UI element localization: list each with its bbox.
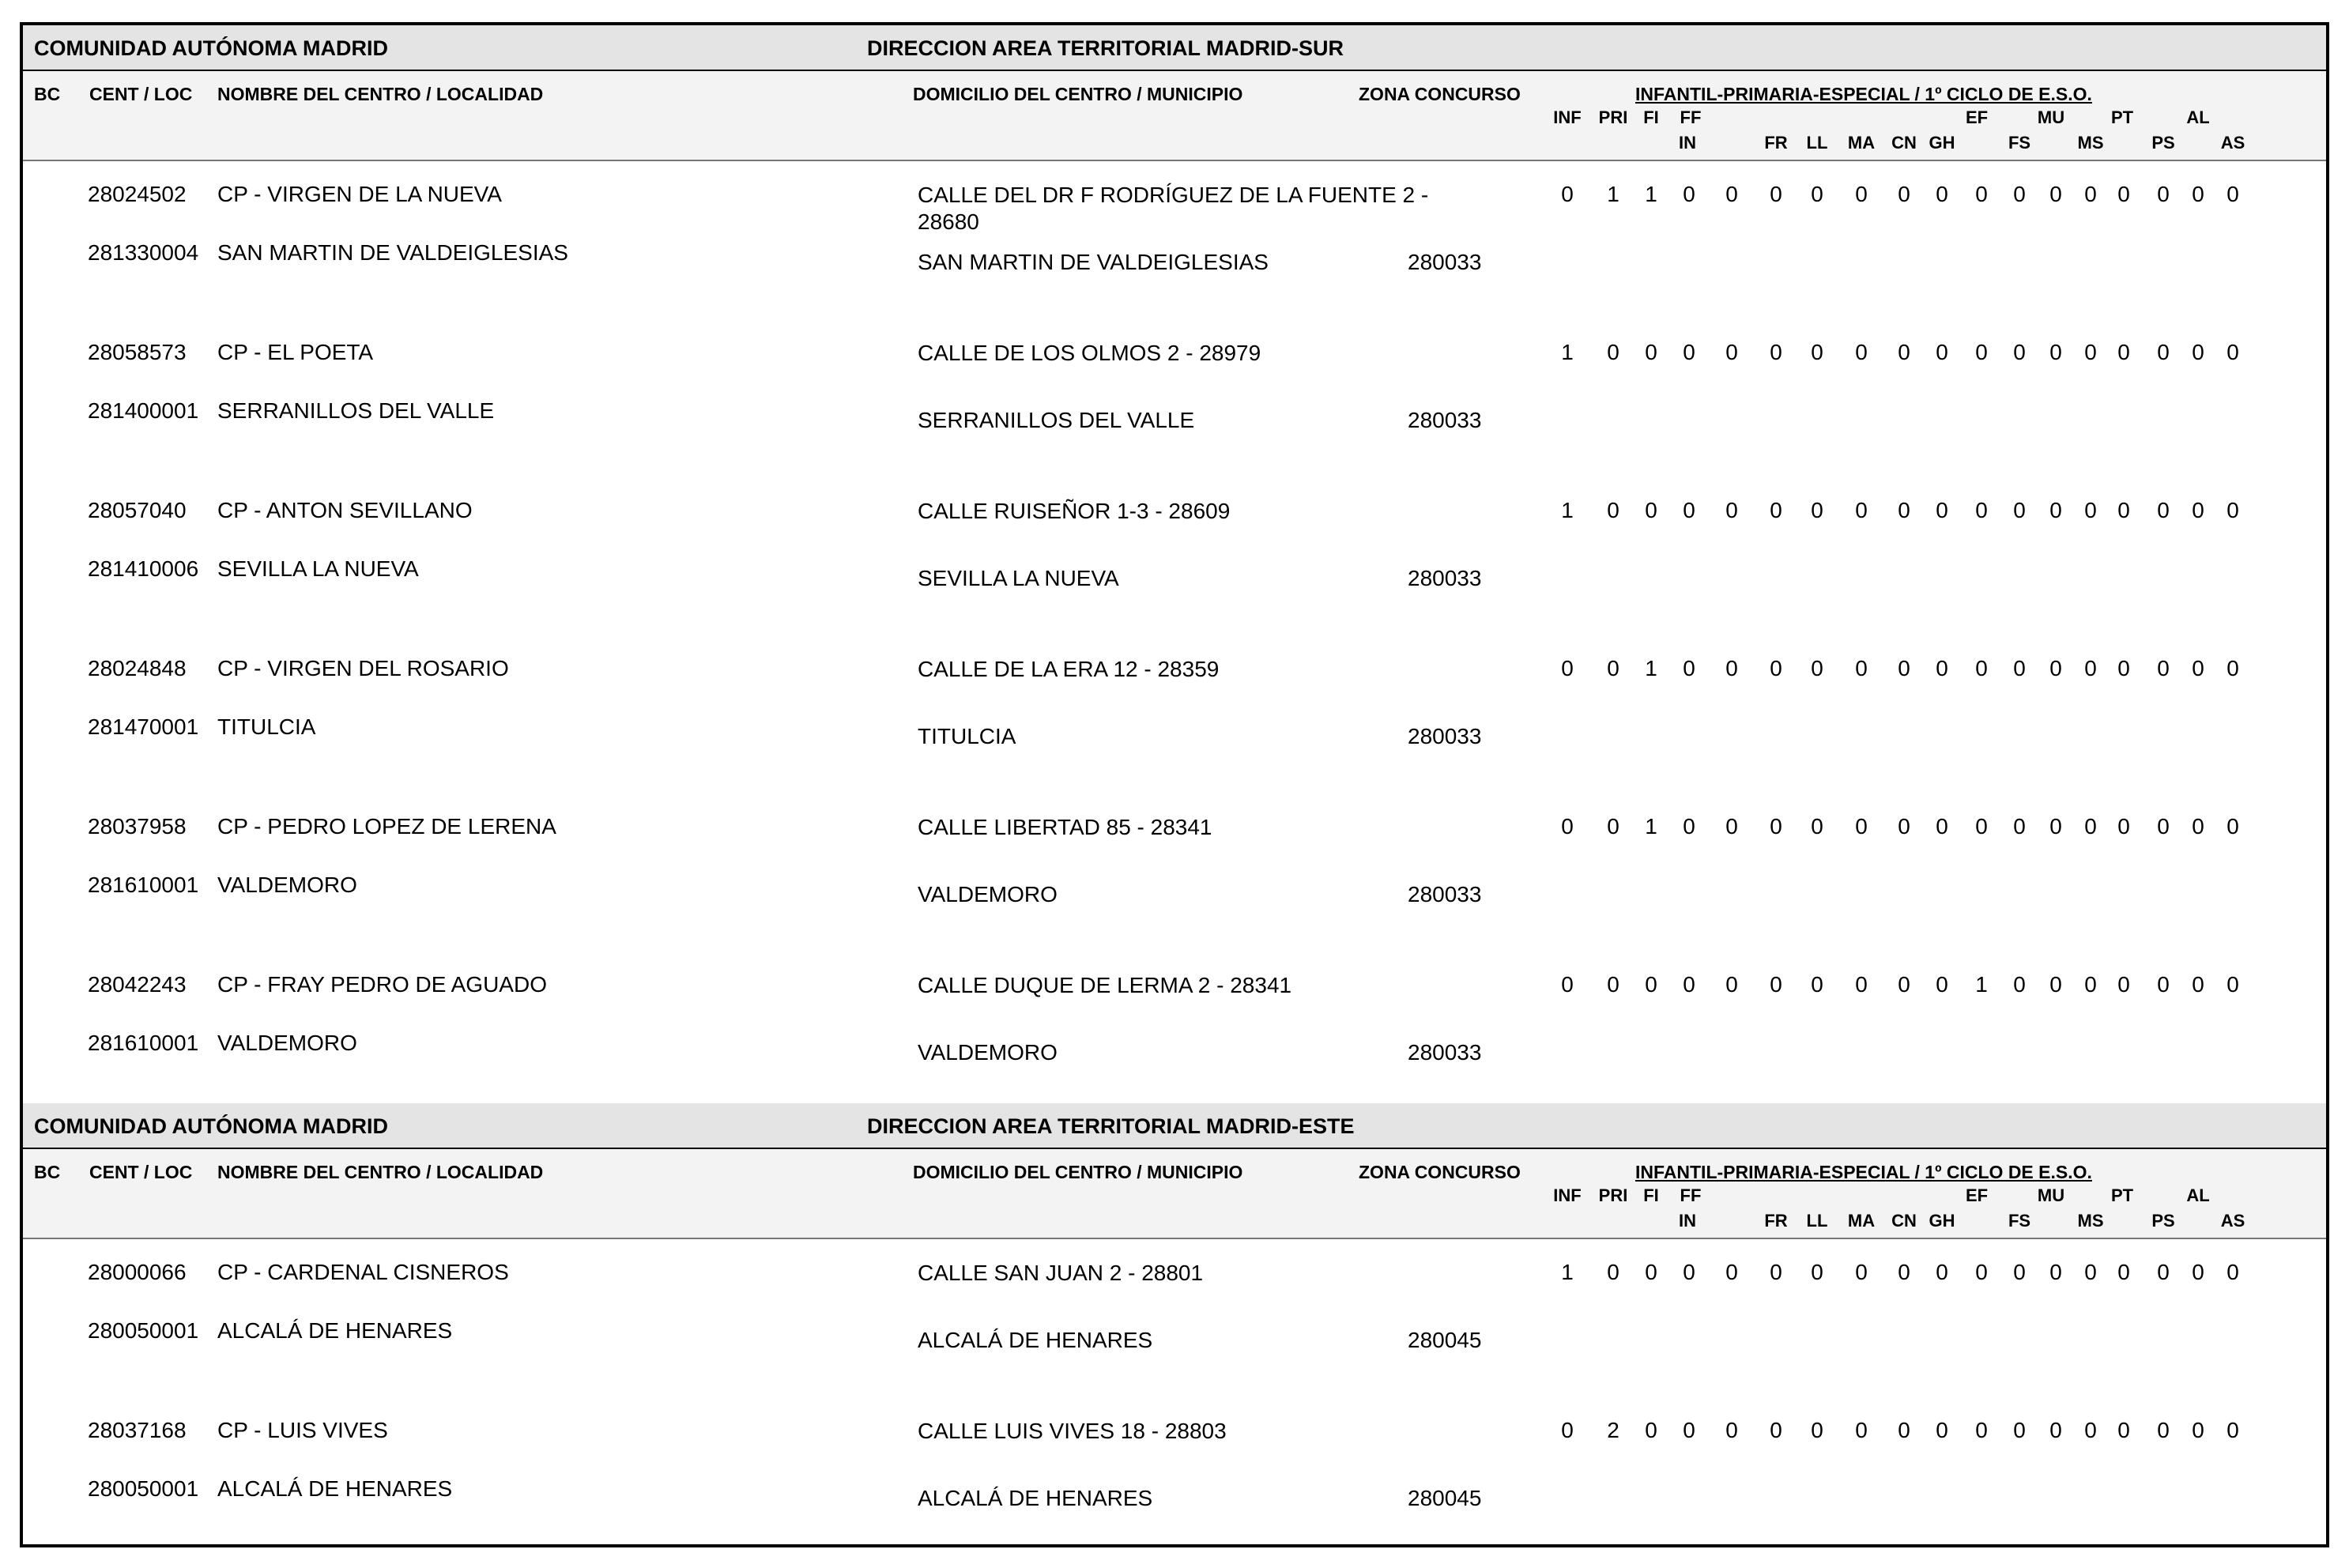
subcol-label: PRI <box>1598 1185 1628 1205</box>
vacancy-count: 0 <box>1811 1260 1823 1284</box>
col-domicilio: DOMICILIO DEL CENTRO / MUNICIPIO <box>913 84 1243 104</box>
vacancy-count: 0 <box>2226 1260 2239 1284</box>
vacancy-count: 0 <box>2084 814 2097 839</box>
zone-code: 280045 <box>1408 1486 1482 1510</box>
subcol-label: CN <box>1891 1211 1917 1231</box>
municipality-name: TITULCIA <box>918 724 1016 748</box>
centre-address: CALLE RUISEÑOR 1-3 - 28609 <box>918 499 1231 523</box>
section-1 <box>23 25 2326 1103</box>
subcol-label: IN <box>1679 1211 1696 1231</box>
vacancy-count: 0 <box>2049 656 2062 680</box>
locality-code: 281610001 <box>88 1031 199 1055</box>
locality-name: ALCALÁ DE HENARES <box>217 1318 453 1343</box>
centre-address: CALLE DE LA ERA 12 - 28359 <box>918 657 1220 681</box>
vacancy-count: 0 <box>2157 656 2170 680</box>
community-title: COMUNIDAD AUTÓNOMA MADRID <box>34 1114 388 1138</box>
centre-code: 28042243 <box>88 972 187 997</box>
vacancy-count: 0 <box>2049 340 2062 364</box>
locality-name: SAN MARTIN DE VALDEIGLESIAS <box>217 240 568 265</box>
vacancy-count: 0 <box>2117 340 2130 364</box>
direction-title: DIRECCION AREA TERRITORIAL MADRID-SUR <box>867 36 1344 60</box>
subcol-label: AS <box>2220 133 2245 153</box>
vacancy-count: 0 <box>1855 340 1868 364</box>
vacancy-count: 0 <box>2192 498 2204 522</box>
vacancy-count: 0 <box>2192 182 2204 206</box>
vacancy-count: 0 <box>1607 1260 1619 1284</box>
column-header <box>23 71 2326 161</box>
vacancy-count: 0 <box>1855 498 1868 522</box>
vacancy-count: 0 <box>2117 1418 2130 1442</box>
table-row <box>23 955 2326 1113</box>
col-zona: ZONA CONCURSO <box>1359 84 1521 104</box>
vacancy-count: 0 <box>1683 1260 1695 1284</box>
subcol-label: PT <box>2110 1185 2134 1205</box>
vacancy-count: 0 <box>1975 814 1988 839</box>
vacancy-count: 0 <box>1561 814 1574 839</box>
subcol-label: LL <box>1806 1211 1828 1231</box>
vacancy-count: 0 <box>1898 182 1910 206</box>
vacancy-count: 0 <box>2049 972 2062 997</box>
vacancy-count: 1 <box>1645 182 1657 206</box>
table-row <box>23 1400 2326 1547</box>
centre-code: 28057040 <box>88 498 187 522</box>
vacancy-count: 0 <box>2013 340 2026 364</box>
vacancy-count: 0 <box>1725 1260 1738 1284</box>
vacancy-count: 0 <box>1811 1418 1823 1442</box>
vacancy-count: 0 <box>1898 656 1910 680</box>
section-header <box>23 1103 2326 1149</box>
municipality-name: VALDEMORO <box>918 882 1058 906</box>
vacancy-count: 1 <box>1645 656 1657 680</box>
centre-name: CP - PEDRO LOPEZ DE LERENA <box>217 814 556 839</box>
vacancy-count: 0 <box>2226 498 2239 522</box>
col-zona: ZONA CONCURSO <box>1359 1162 1521 1182</box>
subcol-label: FR <box>1764 1211 1788 1231</box>
centre-name: CP - VIRGEN DEL ROSARIO <box>217 656 509 680</box>
subcol-label: MA <box>1847 1211 1876 1231</box>
col-nombre: NOMBRE DEL CENTRO / LOCALIDAD <box>217 84 544 104</box>
vacancy-count: 0 <box>1898 972 1910 997</box>
municipality-name: SEVILLA LA NUEVA <box>918 566 1119 590</box>
vacancy-count: 0 <box>1683 340 1695 364</box>
table-row <box>23 797 2326 955</box>
subcol-label: FF <box>1680 107 1702 127</box>
subcol-label: PT <box>2110 107 2134 127</box>
vacancy-count: 0 <box>1898 498 1910 522</box>
vacancy-count: 0 <box>1725 182 1738 206</box>
subcol-label: AL <box>2186 107 2210 127</box>
vacancy-count: 0 <box>1936 1260 1948 1284</box>
centre-address: CALLE DEL DR F RODRÍGUEZ DE LA FUENTE 2 - 28680 <box>918 183 1429 234</box>
vacancy-count: 0 <box>1811 656 1823 680</box>
subcol-label: IN <box>1679 133 1696 153</box>
locality-name: VALDEMORO <box>217 1031 357 1055</box>
vacancy-count: 0 <box>1561 972 1574 997</box>
vacancy-count: 0 <box>2192 972 2204 997</box>
vacancy-count: 0 <box>2157 182 2170 206</box>
vacancy-count: 0 <box>1645 972 1657 997</box>
subcol-label: MS <box>2077 133 2104 153</box>
zone-code: 280033 <box>1408 882 1482 906</box>
vacancy-count: 0 <box>2013 182 2026 206</box>
column-header <box>23 1149 2326 1239</box>
centre-code: 28000066 <box>88 1260 187 1284</box>
zone-code: 280033 <box>1408 566 1482 590</box>
vacancy-count: 0 <box>2084 972 2097 997</box>
vacancy-count: 0 <box>2192 656 2204 680</box>
vacancy-count: 0 <box>1770 182 1782 206</box>
centre-name: CP - FRAY PEDRO DE AGUADO <box>217 972 547 997</box>
vacancy-count: 0 <box>1855 814 1868 839</box>
vacancy-count: 1 <box>1607 182 1619 206</box>
municipality-name: SAN MARTIN DE VALDEIGLESIAS <box>918 250 1269 274</box>
vacancy-count: 0 <box>1975 656 1988 680</box>
zone-code: 280045 <box>1408 1328 1482 1352</box>
municipality-name: SERRANILLOS DEL VALLE <box>918 408 1195 432</box>
subcol-label: INF <box>1553 107 1582 127</box>
vacancy-count: 0 <box>1936 814 1948 839</box>
vacancy-count: 0 <box>2013 1260 2026 1284</box>
vacancy-count: 0 <box>2084 498 2097 522</box>
centre-address: CALLE DE LOS OLMOS 2 - 28979 <box>918 341 1261 365</box>
vacancy-count: 2 <box>1607 1418 1619 1442</box>
col-domicilio: DOMICILIO DEL CENTRO / MUNICIPIO <box>913 1162 1243 1182</box>
vacancy-count: 0 <box>2157 972 2170 997</box>
municipality-name: ALCALÁ DE HENARES <box>918 1328 1153 1352</box>
vacancy-count: 0 <box>2117 814 2130 839</box>
vacancy-count: 1 <box>1645 814 1657 839</box>
vacancy-count: 0 <box>1725 814 1738 839</box>
vacancy-count: 0 <box>1936 1418 1948 1442</box>
vacancy-count: 0 <box>2049 814 2062 839</box>
subcol-label: GH <box>1929 133 1955 153</box>
vacancy-count: 1 <box>1561 1260 1574 1284</box>
vacancy-count: 0 <box>1770 814 1782 839</box>
vacancy-count: 0 <box>1683 182 1695 206</box>
vacancy-count: 0 <box>1683 972 1695 997</box>
vacancy-count: 0 <box>1811 498 1823 522</box>
centre-code: 28024848 <box>88 656 187 680</box>
vacancy-count: 0 <box>2049 1418 2062 1442</box>
vacancy-count: 0 <box>1561 182 1574 206</box>
locality-code: 281470001 <box>88 714 199 739</box>
vacancy-count: 0 <box>2157 814 2170 839</box>
subcol-label: EF <box>1965 107 1989 127</box>
vacancy-count: 0 <box>1645 1418 1657 1442</box>
centre-address: CALLE LUIS VIVES 18 - 28803 <box>918 1419 1227 1443</box>
vacancy-count: 0 <box>2013 972 2026 997</box>
locality-name: SEVILLA LA NUEVA <box>217 556 419 581</box>
vacancy-count: 0 <box>2192 1418 2204 1442</box>
vacancy-count: 0 <box>1770 656 1782 680</box>
subcol-label: CN <box>1891 133 1917 153</box>
col-cent-loc: CENT / LOC <box>89 1162 193 1182</box>
community-title: COMUNIDAD AUTÓNOMA MADRID <box>34 36 388 60</box>
vacancy-count: 0 <box>2117 656 2130 680</box>
col-category: INFANTIL-PRIMARIA-ESPECIAL / 1º CICLO DE E.S.O. <box>1635 1162 2092 1182</box>
table-row <box>23 639 2326 797</box>
vacancy-count: 0 <box>1607 972 1619 997</box>
vacancy-count: 0 <box>1725 656 1738 680</box>
vacancy-count: 0 <box>1645 498 1657 522</box>
centre-name: CP - EL POETA <box>217 340 374 364</box>
locality-code: 281410006 <box>88 556 199 581</box>
subcol-label: LL <box>1806 133 1828 153</box>
vacancy-count: 0 <box>2049 1260 2062 1284</box>
vacancy-count: 0 <box>1936 498 1948 522</box>
vacancy-count: 0 <box>2049 182 2062 206</box>
locality-name: ALCALÁ DE HENARES <box>217 1476 453 1501</box>
col-bc: BC <box>34 1162 61 1182</box>
vacancy-count: 0 <box>2226 972 2239 997</box>
vacancy-count: 0 <box>1898 1418 1910 1442</box>
subcol-label: FS <box>2008 133 2031 153</box>
vacancy-count: 0 <box>1898 340 1910 364</box>
vacancy-count: 0 <box>1770 1260 1782 1284</box>
vacancy-count: 0 <box>1975 1260 1988 1284</box>
subcol-label: MU <box>2037 107 2065 127</box>
vacancy-count: 0 <box>2084 340 2097 364</box>
vacancy-count: 0 <box>1811 182 1823 206</box>
vacancy-count: 0 <box>1936 972 1948 997</box>
vacancy-count: 0 <box>2226 814 2239 839</box>
subcol-label: MU <box>2037 1185 2065 1205</box>
vacancy-count: 0 <box>1936 182 1948 206</box>
locality-code: 280050001 <box>88 1318 199 1343</box>
vacancy-count: 0 <box>2084 1260 2097 1284</box>
centre-address: CALLE SAN JUAN 2 - 28801 <box>918 1261 1204 1285</box>
vacancy-count: 0 <box>2192 814 2204 839</box>
municipality-name: ALCALÁ DE HENARES <box>918 1486 1153 1510</box>
vacancy-count: 0 <box>2013 1418 2026 1442</box>
subcol-label: FF <box>1680 1185 1702 1205</box>
vacancy-count: 0 <box>1725 1418 1738 1442</box>
vacancy-count: 0 <box>1607 340 1619 364</box>
centre-name: CP - LUIS VIVES <box>217 1418 388 1442</box>
vacancy-count: 0 <box>1725 498 1738 522</box>
vacancy-count: 0 <box>1683 656 1695 680</box>
vacancy-count: 0 <box>1855 972 1868 997</box>
vacancy-count: 0 <box>1770 972 1782 997</box>
vacancy-count: 0 <box>1975 1418 1988 1442</box>
locality-name: VALDEMORO <box>217 873 357 897</box>
centre-name: CP - VIRGEN DE LA NUEVA <box>217 182 502 206</box>
vacancy-count: 0 <box>1855 1418 1868 1442</box>
centre-code: 28058573 <box>88 340 187 364</box>
vacancy-count: 0 <box>1975 182 1988 206</box>
vacancy-count: 0 <box>1770 498 1782 522</box>
subcol-label: MS <box>2077 1211 2104 1231</box>
zone-code: 280033 <box>1408 1040 1482 1065</box>
vacancy-count: 1 <box>1561 498 1574 522</box>
vacancy-count: 0 <box>1645 340 1657 364</box>
col-cent-loc: CENT / LOC <box>89 84 193 104</box>
vacancy-count: 0 <box>1898 814 1910 839</box>
vacancy-count: 0 <box>2084 182 2097 206</box>
locality-name: SERRANILLOS DEL VALLE <box>217 398 495 423</box>
vacancy-count: 0 <box>1811 972 1823 997</box>
vacancy-count: 0 <box>2226 1418 2239 1442</box>
vacancy-count: 0 <box>2049 498 2062 522</box>
table-row <box>23 481 2326 639</box>
vacancy-count: 0 <box>2013 656 2026 680</box>
subcol-label: EF <box>1965 1185 1989 1205</box>
vacancy-count: 0 <box>1725 340 1738 364</box>
vacancy-count: 0 <box>1975 498 1988 522</box>
vacancy-count: 0 <box>2013 814 2026 839</box>
document-frame <box>20 22 2329 1547</box>
subcol-label: FR <box>1764 133 1788 153</box>
vacancy-count: 0 <box>1607 814 1619 839</box>
vacancy-count: 0 <box>2117 972 2130 997</box>
subcol-label: PRI <box>1598 107 1628 127</box>
zone-code: 280033 <box>1408 724 1482 748</box>
zone-code: 280033 <box>1408 250 1482 274</box>
vacancy-count: 0 <box>1855 656 1868 680</box>
vacancy-count: 0 <box>1936 340 1948 364</box>
centre-code: 28037958 <box>88 814 187 839</box>
vacancy-count: 0 <box>1683 814 1695 839</box>
vacancy-count: 0 <box>2192 1260 2204 1284</box>
vacancy-count: 1 <box>1561 340 1574 364</box>
vacancy-count: 0 <box>1683 498 1695 522</box>
table-row <box>23 322 2326 481</box>
vacancy-count: 0 <box>1770 340 1782 364</box>
table-row <box>23 164 2326 322</box>
locality-code: 280050001 <box>88 1476 199 1501</box>
centre-address: CALLE DUQUE DE LERMA 2 - 28341 <box>918 973 1292 997</box>
vacancy-count: 0 <box>2117 1260 2130 1284</box>
col-bc: BC <box>34 84 61 104</box>
subcol-label: MA <box>1847 133 1876 153</box>
vacancy-count: 0 <box>2157 1260 2170 1284</box>
vacancy-count: 0 <box>1561 1418 1574 1442</box>
locality-code: 281330004 <box>88 240 199 265</box>
subcol-label: AS <box>2220 1211 2245 1231</box>
vacancy-count: 0 <box>1855 1260 1868 1284</box>
subcol-label: FI <box>1643 1185 1659 1205</box>
vacancy-count: 0 <box>2157 498 2170 522</box>
subcol-label: FI <box>1643 107 1659 127</box>
vacancy-count: 0 <box>1898 1260 1910 1284</box>
vacancy-count: 0 <box>1975 340 1988 364</box>
locality-code: 281610001 <box>88 873 199 897</box>
subcol-label: INF <box>1553 1185 1582 1205</box>
section-2 <box>23 1103 2326 1546</box>
subcol-label: GH <box>1929 1211 1955 1231</box>
subcol-label: AL <box>2186 1185 2210 1205</box>
col-category: INFANTIL-PRIMARIA-ESPECIAL / 1º CICLO DE E.S.O. <box>1635 84 2092 104</box>
locality-name: TITULCIA <box>217 714 316 739</box>
vacancy-count: 0 <box>2157 1418 2170 1442</box>
vacancy-count: 0 <box>2157 340 2170 364</box>
vacancy-count: 0 <box>2117 182 2130 206</box>
vacancy-count: 1 <box>1975 972 1988 997</box>
vacancy-count: 0 <box>1936 656 1948 680</box>
vacancy-count: 0 <box>1725 972 1738 997</box>
vacancy-count: 0 <box>1645 1260 1657 1284</box>
municipality-name: VALDEMORO <box>918 1040 1058 1065</box>
zone-code: 280033 <box>1408 408 1482 432</box>
vacancy-count: 0 <box>1811 814 1823 839</box>
vacancy-count: 0 <box>1561 656 1574 680</box>
vacancy-count: 0 <box>2226 656 2239 680</box>
direction-title: DIRECCION AREA TERRITORIAL MADRID-ESTE <box>867 1114 1355 1138</box>
vacancy-count: 0 <box>2117 498 2130 522</box>
section-header <box>23 25 2326 71</box>
vacancy-count: 0 <box>1607 656 1619 680</box>
vacancy-count: 0 <box>2192 340 2204 364</box>
vacancy-count: 0 <box>1607 498 1619 522</box>
centre-code: 28037168 <box>88 1418 187 1442</box>
vacancy-count: 0 <box>2084 656 2097 680</box>
vacancy-count: 0 <box>1683 1418 1695 1442</box>
centre-address: CALLE LIBERTAD 85 - 28341 <box>918 815 1212 839</box>
vacancy-count: 0 <box>1770 1418 1782 1442</box>
vacancy-count: 0 <box>2084 1418 2097 1442</box>
col-nombre: NOMBRE DEL CENTRO / LOCALIDAD <box>217 1162 544 1182</box>
subcol-label: PS <box>2151 1211 2175 1231</box>
vacancy-count: 0 <box>2013 498 2026 522</box>
vacancy-count: 0 <box>1855 182 1868 206</box>
locality-code: 281400001 <box>88 398 199 423</box>
subcol-label: PS <box>2151 133 2175 153</box>
subcol-label: FS <box>2008 1211 2031 1231</box>
vacancy-count: 0 <box>1811 340 1823 364</box>
table-row <box>23 1242 2326 1400</box>
vacancy-count: 0 <box>2226 340 2239 364</box>
centre-name: CP - CARDENAL CISNEROS <box>217 1260 509 1284</box>
centre-code: 28024502 <box>88 182 187 206</box>
centre-name: CP - ANTON SEVILLANO <box>217 498 473 522</box>
vacancy-count: 0 <box>2226 182 2239 206</box>
